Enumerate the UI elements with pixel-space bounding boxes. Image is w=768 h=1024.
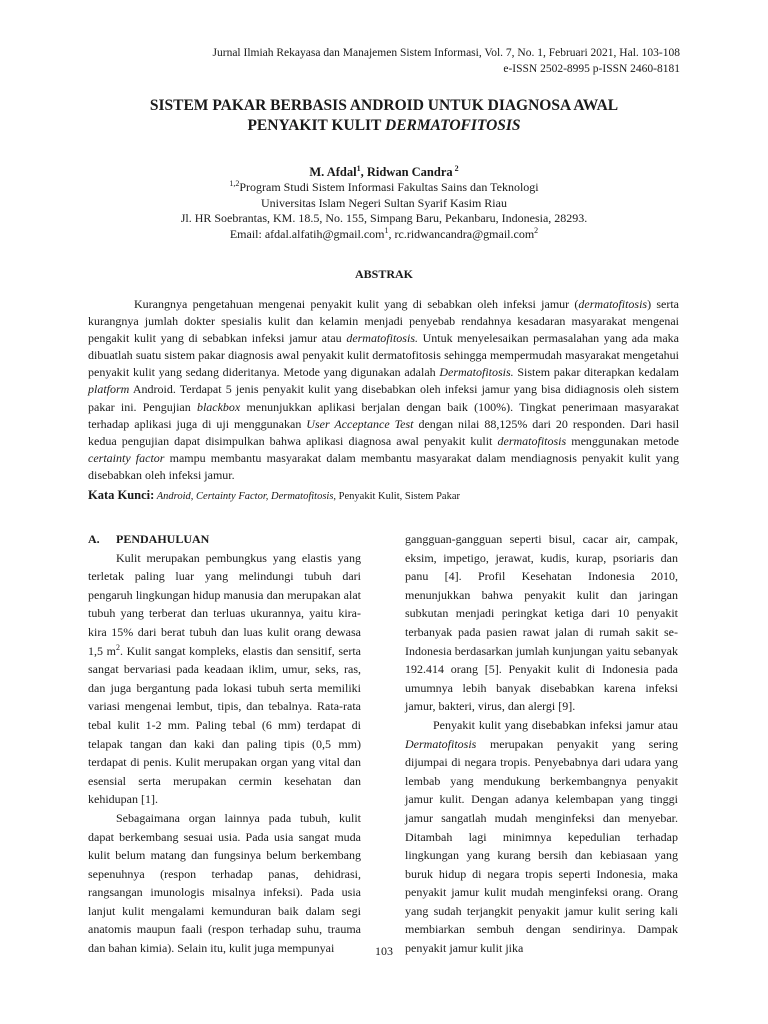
author-2-affil-mark: 2 bbox=[452, 163, 459, 173]
affiliation-mark: 1,2 bbox=[229, 179, 240, 188]
abstract-text: menggunakan metode bbox=[566, 433, 679, 448]
author-1-affil-mark: 1 bbox=[356, 163, 361, 173]
abstract-text: ) serta kurangnya jumlah dokter spesialis kulit dan kelamin menjadi penyebab rendahnya kesadaran masyarakat mengenai pengakit kulit yang di sebabkan infeksi jamur atau bbox=[88, 297, 679, 346]
abstract-italic: dermatofitosis bbox=[578, 297, 648, 311]
keywords-line bbox=[88, 487, 688, 505]
abstract-italic: blackbox bbox=[196, 399, 241, 414]
issn-line: e-ISSN 2502-8995 p-ISSN 2460-8181 bbox=[503, 63, 680, 75]
affiliation-email bbox=[60, 227, 708, 243]
abstract-text: Kurangnya pengetahuan mengenai penyakit kulit yang di sebabkan oleh infeksi jamur ( bbox=[134, 297, 579, 311]
email-1: Email: afdal.alfatih@gmail.com bbox=[229, 226, 385, 241]
email-1-mark: 1 bbox=[384, 225, 389, 235]
body-text: Penyakit kulit yang disebabkan infeksi jamur atau bbox=[433, 717, 678, 732]
abstract-italic: Dermatofitosis. bbox=[439, 365, 514, 380]
affiliation-program bbox=[60, 180, 708, 196]
section-number: A. bbox=[88, 532, 100, 546]
email-2-mark: 2 bbox=[534, 225, 539, 235]
superscript: 2 bbox=[115, 642, 120, 652]
abstract-text: Untuk menyelesaikan permasalahan yang ada maka dibuatlah suatu sistem pakar diagnosis awal penyakit kulit dermatofitosis sehingga mempermudah masyarakat mengetahui penyakit kulit yang sedang dideritanya. Metode yang digunakan adalah bbox=[88, 331, 679, 380]
abstract-italic: certainty factor bbox=[88, 450, 165, 465]
email-2: , rc.ridwancandra@gmail.com bbox=[388, 226, 535, 241]
left-column bbox=[88, 530, 361, 958]
body-paragraph bbox=[405, 716, 678, 958]
body-text: merupakan penyakit yang sering dijumpai di negara tropis. Penyebabnya dari udara yang lembab yang mendukung berkembangnya penyakit jamur kulit. Dengan adanya kelembapan yang tinggi jamur sangatlah mudah menginfeksi dan menyebar. Ditambah lagi minimnya kepedulian terhadap lingkungan yang kurang bersih dan kebiasaan yang buruk hidup di negara tropis seperti Indonesia, maka penyakit jamur kulit mudah menginfeksi orang. Orang yang sudah terjangkit penyakit jamur kulit sering kali membiarkan sembuh dengan sendirinya. Dampak penyakit jamur kulit jika bbox=[405, 736, 678, 956]
abstract-text: mampu membantu masyarakat dalam membantu masyarakat dalam mendiagnosis penyakit kulit yang disebabkan oleh infeksi jamur. bbox=[88, 450, 679, 482]
body-text: Kulit merupakan pembungkus yang elastis yang terletak paling luar yang melindungi tubuh dari pengaruh lingkungan hidup manusia dan merupakan alat tubuh yang terberat dan terluas ukurannya, yaitu kira-kira 15% dari berat tubuh dan luas kulit orang dewasa 1,5 m bbox=[88, 550, 361, 658]
abstract-italic: User Acceptance Test bbox=[306, 416, 414, 431]
title-line-2-text: PENYAKIT KULIT bbox=[247, 117, 385, 134]
author-list bbox=[60, 164, 708, 180]
body-text: . Kulit sangat kompleks, elastis dan sensitif, serta sangat bervariasi pada keadaan iklim, umur, seks, ras, dan juga bergantung pada lokasi tubuh serta memiliki variasi mengenai lembut, tipis, dan tebalnya. Rata-rata tebal kulit 1-2 mm. Paling tebal (6 mm) terdapat di telapak tangan dan kaki dan paling tipis (0,5 mm) terdapat di penis. Kulit merupakan organ yang vital dan esensial serta merupakan cermin kesehatan dan kehidupan [1]. bbox=[88, 643, 361, 807]
body-paragraph bbox=[88, 549, 361, 809]
keywords-label: Kata Kunci: bbox=[88, 488, 155, 502]
abstract-italic: dermatofitosis. bbox=[346, 331, 418, 346]
right-column bbox=[405, 530, 678, 958]
abstract-text: menunjukkan aplikasi berjalan dengan baik (100%). Tingkat penerimaan masyarakat terhadap aplikasi juga di uji menggunakan bbox=[88, 399, 679, 431]
title-italic-term: DERMATOFITOSIS bbox=[385, 117, 521, 134]
keywords-italic: Android, Certainty Factor, Dermatofitosis bbox=[154, 491, 334, 502]
page-number: 103 bbox=[375, 944, 393, 958]
title-line-1: SISTEM PAKAR BERBASIS ANDROID UNTUK DIAGNOSA AWAL bbox=[149, 97, 619, 114]
body-paragraph: Sebagaimana organ lainnya pada tubuh, kulit dapat berkembang sesuai usia. Pada usia sangat muda kulit belum matang dan fungsinya belum berkembang sepenuhnya (respon terhadap panas, dehidrasi, rangsangan imunologis misalnya infeksi). Pada usia lanjut kulit mengalami kemunduran baik dalam segi anatomis maupun faali (respon terhadap suhu, trauma dan bahan kimia). Selain itu, kulit juga mempunyai bbox=[88, 810, 361, 956]
journal-citation: Jurnal Ilmiah Rekayasa dan Manajemen Sistem Informasi, Vol. 7, No. 1, Februari 2021, Hal. 103-108 bbox=[212, 47, 680, 59]
abstract-text: dengan nilai 88,125% dari 20 responden. Dari hasil kedua pengujian dapat disimpulkan bahwa aplikasi diagnosa awal penyakit kulit bbox=[88, 416, 680, 448]
title-line-2 bbox=[60, 116, 708, 136]
affiliation-address: Jl. HR Soebrantas, KM. 18.5, No. 155, Simpang Baru, Pekanbaru, Indonesia, 28293. bbox=[180, 211, 588, 225]
affiliation-university: Universitas Islam Negeri Sultan Syarif Kasim Riau bbox=[261, 195, 507, 210]
abstract-paragraph bbox=[88, 296, 679, 484]
body-paragraph: gangguan-gangguan seperti bisul, cacar air, campak, eksim, impetigo, jerawat, kudis, kurap, psoriaris dan panu [4]. Profil Kesehatan Indonesia 2010, menunjukkan bahwa penyakit kulit dan jaringan subkutan menjadi peringkat ketiga dari 10 penyakit terbanyak pada pasien rawat jalan di rumah sakit se-Indonesia berdasarkan jumlah kunjungan yaitu sebanyak 192.414 orang [5]. Penyakit kulit di Indonesia pada umumnya lebih banyak disebabkan karena infeksi jamur, bakteri, virus, dan alergi [9]. bbox=[405, 532, 678, 714]
paper-title bbox=[60, 96, 708, 136]
body-italic: Dermatofitosis bbox=[405, 736, 477, 751]
author-2: Ridwan Candra bbox=[366, 165, 453, 179]
section-heading bbox=[88, 530, 361, 549]
abstract-body bbox=[88, 296, 679, 484]
abstract-heading: ABSTRAK bbox=[354, 267, 413, 281]
affiliation-program-text: Program Studi Sistem Informasi Fakultas Sains dan Teknologi bbox=[239, 180, 539, 194]
keywords-plain: , Penyakit Kulit, Sistem Pakar bbox=[333, 491, 460, 502]
author-separator: , bbox=[360, 165, 367, 179]
abstract-text: Sistem pakar diterapkan kedalam bbox=[513, 365, 680, 380]
section-title: PENDAHULUAN bbox=[116, 532, 210, 546]
abstract-text: Android. Terdapat 5 jenis penyakit kulit yang disebabkan oleh infeksi jamur yang bisa didiagnosis oleh sistem pakar ini. Pengujian bbox=[88, 382, 679, 414]
abstract-italic: dermatofitosis bbox=[497, 433, 567, 448]
affiliation-block bbox=[60, 180, 708, 242]
abstract-italic: platform bbox=[88, 382, 130, 397]
author-1: M. Afdal bbox=[309, 165, 357, 179]
